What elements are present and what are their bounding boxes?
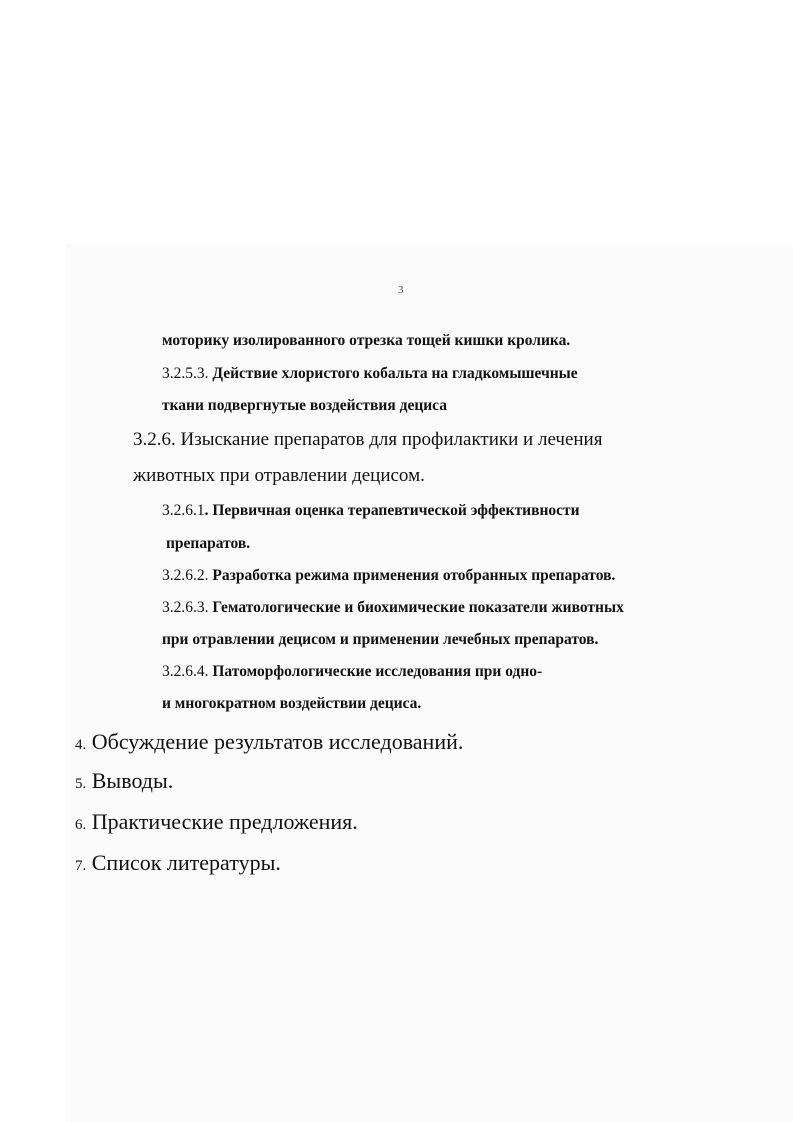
toc-item-number: 3.2.6. xyxy=(133,429,176,450)
toc-item-4 xyxy=(75,731,463,753)
toc-item-title-continuation: препаратов. xyxy=(166,535,251,552)
toc-item-number: 5. xyxy=(75,776,87,792)
toc-item-title-continuation: ткани подвергнутые воздействия дециса xyxy=(162,397,448,414)
toc-item-title: Выводы. xyxy=(91,768,174,793)
toc-item-title-continuation: при отравлении децисом и применении лечебных препаратов. xyxy=(162,631,599,648)
toc-item-3-2-6-4 xyxy=(162,664,542,680)
toc-item-title: . Первичная оценка терапевтической эффективности xyxy=(204,502,580,519)
toc-item-3-2-6 xyxy=(133,430,602,449)
toc-line-continuation: моторику изолированного отрезка тощей кишки кролика. xyxy=(162,332,571,349)
toc-item-number: 3.2.6.3. xyxy=(162,599,209,616)
toc-item-number: 3.2.6.2. xyxy=(162,567,209,584)
toc-item-title-continuation: животных при отравлении децисом. xyxy=(133,465,425,486)
toc-item-title: Действие хлористого кобальта на гладкомышечные xyxy=(212,365,578,382)
toc-item-number: 3.2.6.4. xyxy=(162,663,209,680)
toc-item-number: 3.2.5.3. xyxy=(162,365,209,382)
toc-item-3-2-6-1 xyxy=(162,503,580,519)
toc-item-number: 7. xyxy=(75,858,87,874)
toc-item-number: 6. xyxy=(75,817,87,833)
toc-item-number: 3.2.6.1 xyxy=(162,502,205,519)
toc-item-7 xyxy=(75,852,281,874)
toc-item-5 xyxy=(75,770,173,792)
toc-item-title-continuation: и многократном воздействии дециса. xyxy=(162,695,422,712)
toc-item-title: Практические предложения. xyxy=(91,809,358,834)
toc-item-title: Гематологические и биохимические показатели животных xyxy=(212,599,624,616)
toc-item-3-2-5-3 xyxy=(162,366,578,382)
toc-item-3-2-6-3 xyxy=(162,600,624,616)
toc-item-title: Изыскание препаратов для профилактики и лечения xyxy=(180,429,603,450)
toc-item-title: Патоморфологические исследования при одно- xyxy=(212,663,543,680)
toc-item-number: 4. xyxy=(75,737,87,753)
toc-item-6 xyxy=(75,811,358,833)
toc-item-title: Разработка режима применения отобранных препаратов. xyxy=(212,567,616,584)
page-number: 3 xyxy=(398,284,404,296)
toc-item-title: Список литературы. xyxy=(91,850,281,875)
toc-item-title: Обсуждение результатов исследований. xyxy=(91,729,464,754)
toc-item-3-2-6-2 xyxy=(162,568,615,584)
